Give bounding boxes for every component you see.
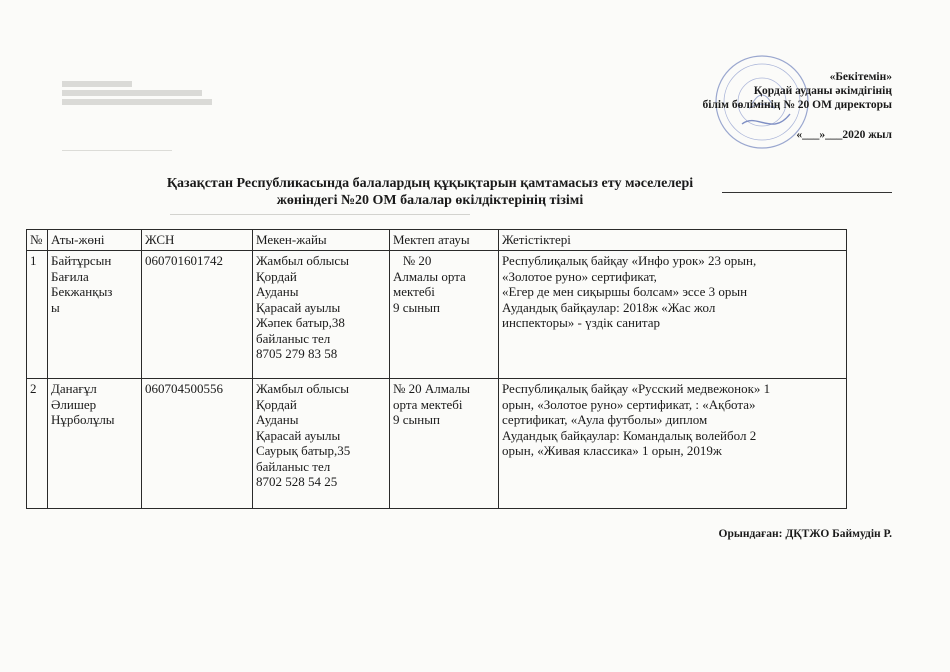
header-address: Мекен-жайы [253, 230, 390, 251]
approval-block [632, 70, 892, 142]
row-number: 2 [27, 379, 48, 509]
title-line-2: жөніндегі №20 ОМ балалар өкілдіктерінің тізімі [276, 193, 584, 208]
bleed-through-rule [62, 150, 172, 151]
row-school: № 20 Алмалы орта мектебі 9 сынып [390, 379, 499, 509]
approval-date: «___»___2020 жыл [796, 129, 892, 141]
row-address: Жамбыл облысы Қордай Ауданы Қарасай ауылы Саурық батыр,35 байланыс тел 8702 528 54 25 [253, 379, 390, 509]
row-iin: 060701601742 [142, 251, 253, 379]
bleed-through-text [62, 78, 212, 108]
row-achievements: Республиқалық байқау «Русский медвежонок» 1 орын, «Золотое руно» сертификат, : «Ақбота» сертификат, «Аула футболы» диплом Аудандық байқаулар: Командалық волейбол 2 орын, «Живая классика» 1 орын, 2019ж [499, 379, 847, 509]
approval-department: Қордай ауданы әкімдігінің [753, 85, 892, 97]
header-school: Мектеп атауы [390, 230, 499, 251]
prepared-by-signature: Орындаған: ДҚТЖО Баймудін Р. [718, 528, 892, 540]
row-school: № 20 Алмалы орта мектебі 9 сынып [390, 251, 499, 379]
row-number: 1 [27, 251, 48, 379]
table-row [27, 251, 847, 379]
header-name: Аты-жөні [48, 230, 142, 251]
bleed-through-rule [170, 214, 470, 215]
representatives-table [26, 229, 847, 509]
row-achievements: Республиқалық байқау «Инфо урок» 23 орын, «Золотое руно» сертификат, «Егер де мен сиқыршы болсам» эссе 3 орын Аудандық байқаулар: 2018ж «Жас жол инспекторы» - үздік санитар [499, 251, 847, 379]
row-name: Данағұл Әлишер Нұрболұлы [48, 379, 142, 509]
row-iin: 060704500556 [142, 379, 253, 509]
approval-director: білім бөлімінің № 20 ОМ директоры [702, 99, 892, 111]
row-name: Байтұрсын Бағила Бекжанқыз ы [48, 251, 142, 379]
header-iin: ЖСН [142, 230, 253, 251]
header-achievements: Жетістіктері [499, 230, 847, 251]
table-row [27, 379, 847, 509]
table-header-row [27, 230, 847, 251]
header-number: № [27, 230, 48, 251]
title-line-1: Қазақстан Республикасында балалардың құқықтарын қамтамасыз ету мәселелері [166, 176, 694, 191]
row-address: Жамбыл облысы Қордай Ауданы Қарасай ауылы Жәпек батыр,38 байланыс тел 8705 279 83 58 [253, 251, 390, 379]
approval-heading: «Бекітемін» [829, 71, 892, 83]
document-title [90, 175, 770, 209]
